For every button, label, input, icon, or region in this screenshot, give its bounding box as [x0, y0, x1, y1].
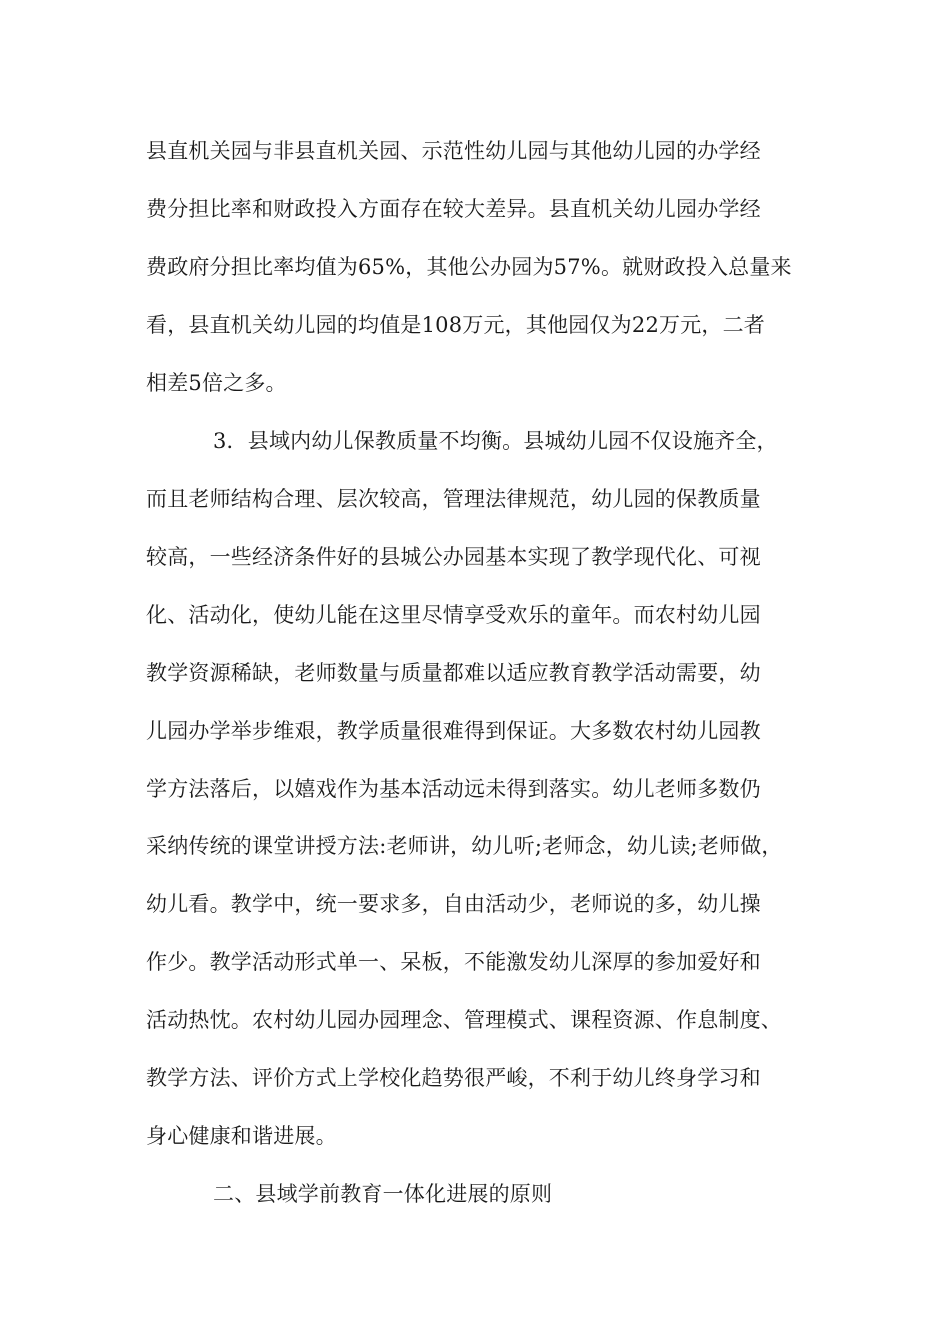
text-line-16: 活动热忱。农村幼儿园办园理念、管理模式、课程资源、作息制度、 [146, 1008, 782, 1032]
text-line-15: 作少。教学活动形式单一、呆板，不能激发幼儿深厚的参加爱好和 [146, 950, 761, 974]
text-line-13: 采纳传统的课堂讲授方法:老师讲，幼儿听;老师念，幼儿读;老师做， [146, 834, 783, 858]
text-line-8: 较高，一些经济条件好的县城公办园基本实现了教学现代化、可视 [146, 545, 761, 569]
text-line-2: 费分担比率和财政投入方面存在较大差异。县直机关幼儿园办学经 [146, 197, 761, 221]
text-line-14: 幼儿看。教学中，统一要求多，自由活动少，老师说的多，幼儿操 [146, 892, 761, 916]
text-line-4: 看，县直机关幼儿园的均值是108万元，其他园仅为22万元，二者 [146, 313, 766, 337]
text-line-3: 费政府分担比率均值为65%，其他公办园为57%。就财政投入总量来 [146, 255, 792, 279]
text-line-9: 化、活动化，使幼儿能在这里尽情享受欢乐的童年。而农村幼儿园 [146, 603, 761, 627]
text-line-11: 儿园办学举步维艰，教学质量很难得到保证。大多数农村幼儿园教 [146, 719, 761, 743]
text-line-5: 相差5倍之多。 [146, 371, 287, 395]
text-line-18: 身心健康和谐进展。 [146, 1124, 337, 1148]
paragraph-3-heading-line: 3．县域内幼儿保教质量不均衡。县城幼儿园不仅设施齐全， [213, 429, 778, 453]
text-line-1: 县直机关园与非县直机关园、示范性幼儿园与其他幼儿园的办学经 [146, 139, 761, 163]
text-line-12: 学方法落后，以嬉戏作为基本活动远未得到落实。幼儿老师多数仍 [146, 777, 761, 801]
text-line-7: 而且老师结构合理、层次较高，管理法律规范，幼儿园的保教质量 [146, 487, 761, 511]
section-heading: 二、县域学前教育一体化进展的原则 [213, 1182, 553, 1206]
text-line-10: 教学资源稀缺，老师数量与质量都难以适应教育教学活动需要，幼 [146, 661, 761, 685]
text-line-17: 教学方法、评价方式上学校化趋势很严峻，不利于幼儿终身学习和 [146, 1066, 761, 1090]
